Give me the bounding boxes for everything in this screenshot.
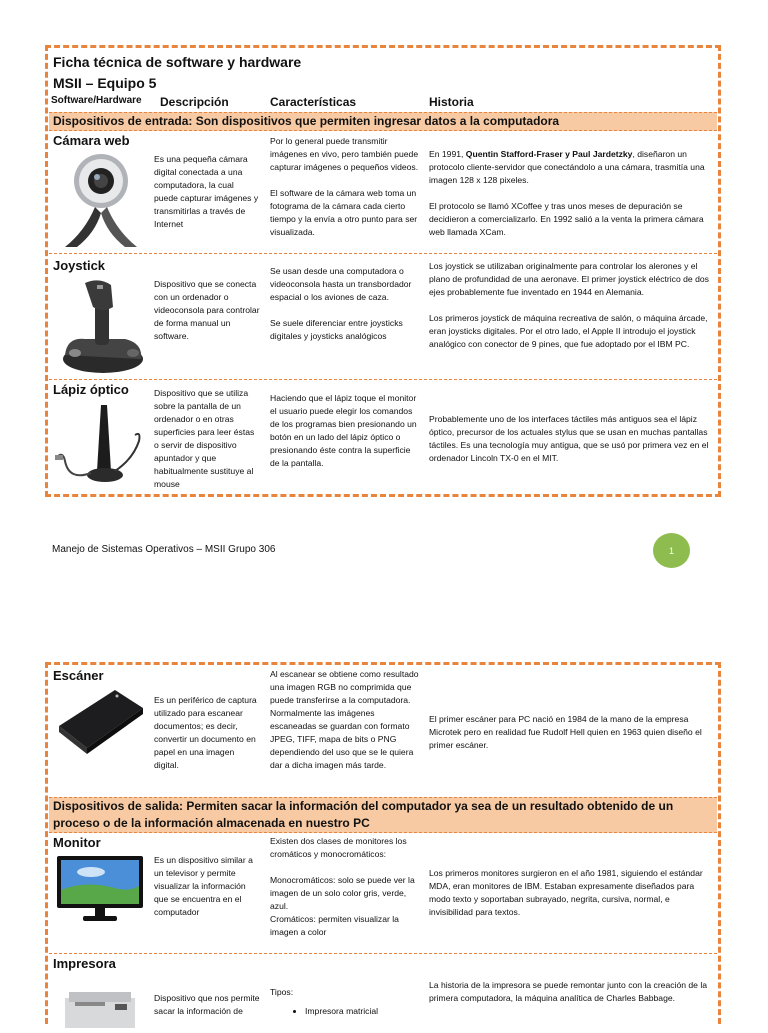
joystick-description: Dispositivo que se conecta con un ordenador o videoconsola para controlar de forma manual un software.	[154, 279, 260, 341]
joystick-features	[270, 265, 422, 343]
section-input-devices: Dispositivos de entrada: Son dispositivos que permiten ingresar datos a la computadora	[49, 112, 717, 131]
row-separator	[49, 253, 717, 254]
page-1	[45, 45, 721, 497]
joystick-history-2: Los primeros joystick de máquina recreativa de salón, o máquina árcade, eran joysticks digitales. Por el otro lado, el Apple II introdujo el joystick analógico con conector de 9 pines, que fue adoptado por el IBM PC.	[429, 313, 708, 349]
header-historia: Historia	[429, 95, 474, 109]
row-separator	[49, 953, 717, 954]
light-pen-description: Dispositivo que se utiliza sobre la pantalla de un ordenador o en otras superficies para leer éstas o servir de dispositivo apuntador y que habitualmente sustituye al mouse	[154, 388, 255, 489]
printer-types-label: Tipos:	[270, 987, 294, 997]
border-right	[718, 45, 721, 497]
printer-type-item: • Impresora matricial	[305, 1005, 422, 1018]
webcam-history-2: El protocolo se llamó XCoffee y tras unos meses de depuración se decidieron a comercializarlo. En 1992 salió a la venta la primera cámara web llamada XCam.	[429, 201, 704, 237]
page-number-badge: 1	[653, 533, 690, 568]
light-pen-features	[270, 392, 422, 470]
printer-description: Dispositivo que nos permite sacar la información de	[154, 993, 260, 1016]
scanner-feature-1: Al escanear se obtiene como resultado una imagen RGB no comprimida que puede transferirse a la computadora. Normalmente las imágenes escaneadas se guardan con formato JPEG, TIFF, mapa de bits o PNG dependiendo del uso que se le quiera dar a dicha imagen más tarde.	[270, 669, 419, 770]
history-text: , diseñaron un protocolo cliente-servidor que conectándolo a una cámara, trasmitía una imagen 128 x 128 pixeles.	[429, 149, 705, 185]
border-right	[718, 662, 721, 1024]
printer-image	[55, 988, 145, 1033]
webcam-features	[270, 135, 422, 239]
webcam-feature-1: Por lo general puede transmitir imágenes en vivo, pero también puede capturar imágenes o pequeños videos.	[270, 136, 419, 172]
printer-history	[429, 979, 715, 1005]
scanner-history	[429, 713, 715, 752]
webcam-history	[429, 148, 715, 239]
monitor-feature-1: Existen dos clases de monitores los cromáticos y monocromáticos:	[270, 836, 407, 859]
item-name-monitor: Monitor	[53, 835, 101, 850]
item-name-printer: Impresora	[53, 956, 116, 971]
document-title: Ficha técnica de software y hardware	[53, 54, 302, 70]
joystick-history	[429, 260, 715, 351]
joystick-feature-2: Se suele diferenciar entre joysticks digitales y joysticks analógicos	[270, 318, 403, 341]
header-software-hardware: Software/Hardware	[51, 95, 142, 106]
webcam-description: Es una pequeña cámara digital conectada a una computadora, la cual puede capturar imágenes y transmitirlas a través de Internet	[154, 154, 259, 229]
joystick-history-1: Los joystick se utilizaban originalmente para controlar los alerones y el plano de profundidad de una aeronave. El primer joystick eléctrico de dos ejes probablemente fue inventado en 1944 en Alemania.	[429, 261, 709, 297]
printer-types-list	[270, 1005, 422, 1018]
border-left	[45, 45, 48, 497]
item-name-light-pen: Lápiz óptico	[53, 382, 129, 397]
row-separator	[49, 379, 717, 380]
scanner-history-1: El primer escáner para PC nació en 1984 de la mano de la empresa Microtek pero en realidad fue Rudolf Hell quien en 1963 quien diseño el primer escáner.	[429, 714, 702, 750]
history-authors: Quentin Stafford-Fraser y Paul Jardetzky	[465, 149, 633, 159]
webcam-image	[55, 151, 145, 256]
monitor-image	[55, 854, 145, 929]
item-name-scanner: Escáner	[53, 668, 104, 683]
light-pen-history-1: Probablemente uno de los interfaces táctiles más antiguos sea el lápiz óptico, precursor de los actuales stylus que se usan en muchas pantallas táctiles. Es una tecnología muy antigua, que se usó por primera vez en el ordenador Lincoln TX-0 en el MIT.	[429, 414, 709, 463]
document-subtitle: MSII – Equipo 5	[53, 75, 157, 91]
scanner-image	[55, 686, 145, 761]
border-left	[45, 662, 48, 1024]
monitor-feature-3: Cromáticos: permiten visualizar la imagen a color	[270, 914, 399, 937]
monitor-history	[429, 867, 715, 919]
section-output-devices: Dispositivos de salida: Permiten sacar la información del computador ya sea de un resultado obtenido de un proceso o de la información almacenada en nuestro PC	[49, 797, 717, 833]
monitor-history-1: Los primeros monitores surgieron en el año 1981, siguiendo el estándar MDA, eran monitores de IBM. Estaban expresamente diseñados para modo texto y soportaban subrayado, negrita, cursiva, normal, e invisibilidad para textos.	[429, 868, 703, 917]
border-top	[45, 662, 721, 665]
joystick-image	[55, 277, 145, 382]
monitor-feature-2: Monocromáticos: solo se puede ver la imagen de un solo color gris, verde, azul.	[270, 875, 415, 911]
scanner-features	[270, 668, 422, 772]
header-caracteristicas: Características	[270, 95, 357, 109]
webcam-feature-2: El software de la cámara web toma un fotograma de la cámara cada cierto tiempo y la envía a otro punto para ser visualizada.	[270, 188, 418, 237]
border-top	[45, 45, 721, 48]
border-bottom	[45, 494, 721, 497]
monitor-description: Es un dispositivo similar a un televisor y permite visualizar la información que se encuentra en el computador	[154, 855, 253, 917]
monitor-features	[270, 835, 422, 939]
light-pen-feature-1: Haciendo que el lápiz toque el monitor el usuario puede elegir los comandos de los programas bien presionando un botón en un lado del lápiz óptico o presionando éste contra la superficie de la pantalla.	[270, 393, 417, 468]
item-name-webcam: Cámara web	[53, 133, 130, 148]
page-2	[45, 662, 721, 1024]
item-name-joystick: Joystick	[53, 258, 106, 273]
webcam-history-1	[429, 148, 715, 187]
printer-features	[270, 986, 422, 1018]
light-pen-image	[55, 401, 145, 496]
printer-history-1: La historia de la impresora se puede remontar junto con la creación de la primera computadora, la máquina analítica de Charles Babbage.	[429, 980, 708, 1003]
scanner-description: Es un periférico de captura utilizado para escanear documentos; es decir, convertir un documento en papel en una imagen digital.	[154, 695, 257, 770]
light-pen-history	[429, 413, 715, 465]
joystick-feature-1: Se usan desde una computadora o videoconsola hasta un transbordador espacial o los aviones de caza.	[270, 266, 412, 302]
history-text: En 1991,	[429, 149, 466, 159]
header-descripcion: Descripción	[160, 95, 229, 109]
page-footer: Manejo de Sistemas Operativos – MSII Grupo 306	[52, 544, 276, 555]
